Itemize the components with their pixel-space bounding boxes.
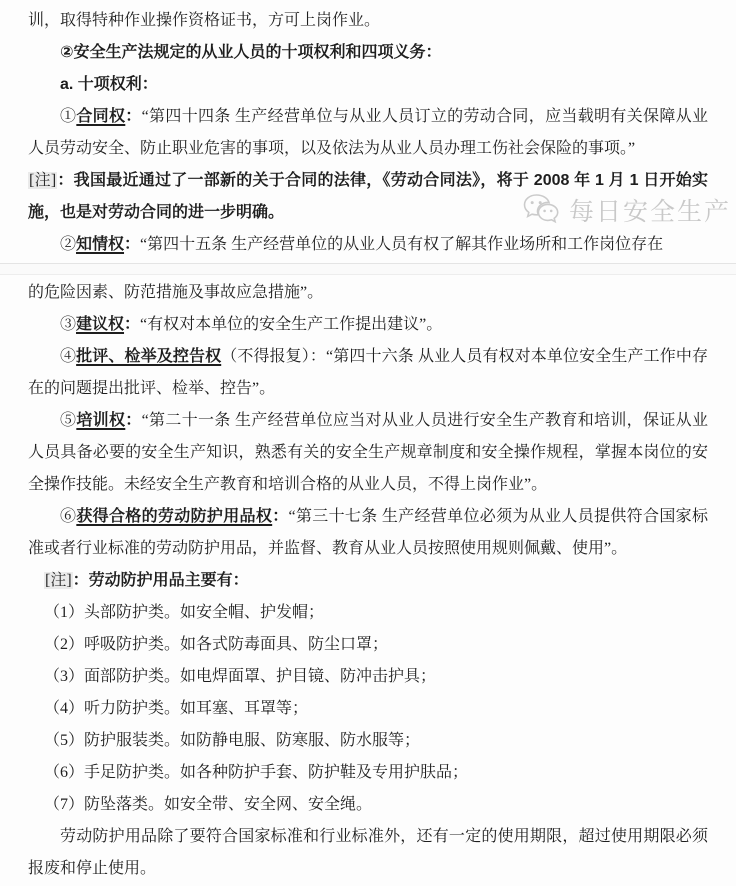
text-run: “第四十五条 生产经营单位的从业人员有权了解其作业场所和工作岗位存在	[140, 236, 664, 253]
text-run: ：	[124, 316, 141, 333]
text-run: [注]	[29, 172, 57, 189]
paragraph	[28, 821, 708, 885]
text-run: ：	[124, 236, 141, 253]
text-run: 获得合格的劳动防护用品权	[76, 508, 273, 525]
text-run: ①	[60, 108, 77, 125]
paragraph	[28, 565, 708, 597]
paragraph	[28, 165, 708, 229]
paragraph	[28, 501, 708, 565]
text-run: ：	[125, 412, 142, 429]
text-run: “第四十四条 生产经营单位与从业人员订立的劳动合同，应当载明有关保障从业人员劳动安全、防止职业危害的事项，以及依法为从业人员办理工伤社会保险的事项。”	[28, 108, 708, 157]
paragraph	[28, 101, 708, 165]
text-run: （4）听力防护类。如耳塞、耳罩等；	[44, 700, 309, 717]
text-run: [注]	[45, 572, 72, 589]
text-run: 训，取得特种作业操作资格证书，方可上岗作业。	[28, 12, 381, 29]
paragraph	[28, 69, 708, 101]
text-run: （不得报复）：“第四十六条 从业人员有权对本单位安全生产工作中存在的问题提出批评、检举、控告”。	[28, 348, 708, 397]
text-run: “第三十七条 生产经营单位必须为从业人员提供符合国家标准或者行业标准的劳动防护用品，并监督、教育从业人员按照使用规则佩戴、使用”。	[28, 508, 708, 557]
text-run: a. 十项权利：	[60, 76, 158, 93]
text-run: 建议权	[76, 316, 125, 333]
text-run: ：	[125, 108, 142, 125]
text-run: ②安全生产法规定的从业人员的十项权利和四项义务：	[60, 44, 442, 61]
paragraph	[28, 341, 708, 405]
text-run: （1）头部防护类。如安全帽、护发帽；	[44, 604, 325, 621]
text-run: 知情权	[76, 236, 125, 253]
paragraph	[28, 661, 708, 693]
text-run: （5）防护服装类。如防静电服、防寒服、防水服等；	[44, 732, 421, 749]
paragraph	[28, 693, 708, 725]
text-run: ：	[272, 508, 289, 525]
text-run: （6）手足防护类。如各种防护手套、防护鞋及专用护肤品；	[44, 764, 469, 781]
text-run: 劳动防护用品除了要符合国家标准和行业标准外，还有一定的使用期限，超过使用期限必须报废和停止使用。	[28, 828, 708, 877]
paragraph	[28, 597, 708, 629]
paragraph	[28, 725, 708, 757]
paragraph	[28, 629, 708, 661]
text-run: 培训权	[76, 412, 126, 429]
paragraph	[28, 277, 708, 309]
text-run: “第二十一条 生产经营单位应当对从业人员进行安全生产教育和培训，保证从业人员具备必要的安全生产知识，熟悉有关的安全生产规章制度和安全操作规程，掌握本岗位的安全操作技能。未经安全生产教育和培训合格的从业人员，不得上岗作业”。	[28, 412, 708, 493]
text-run: （3）面部防护类。如电焊面罩、护目镜、防冲击护具；	[44, 668, 437, 685]
paragraph	[28, 757, 708, 789]
text-run: ：我国最近通过了一部新的关于合同的法律，《劳动合同法》，将于 2008 年 1 月 1 日开始实施，也是对劳动合同的进一步明确。	[28, 172, 708, 221]
page-scan-seam	[0, 263, 736, 275]
text-run: ③	[60, 316, 77, 333]
text-run: 合同权	[76, 108, 126, 125]
text-run: ⑤	[60, 412, 77, 429]
text-run: ⑥	[60, 508, 77, 525]
text-run: ④	[60, 348, 77, 365]
text-run: （7）防坠落类。如安全带、安全网、安全绳。	[44, 796, 373, 813]
watermark-text: 每日安全生产	[568, 198, 731, 226]
paragraph	[28, 789, 708, 821]
text-run: 批评、检举及控告权	[76, 348, 222, 365]
paragraph	[28, 405, 708, 501]
paragraph	[28, 229, 708, 261]
text-run: “有权对本单位的安全生产工作提出建议”。	[140, 316, 443, 333]
text-run: 的危险因素、防范措施及事故应急措施”。	[28, 284, 324, 301]
text-run: ②	[60, 236, 77, 253]
paragraph	[28, 37, 708, 69]
text-run: ：劳动防护用品主要有：	[72, 572, 249, 589]
paragraph	[28, 309, 708, 341]
text-run: （2）呼吸防护类。如各式防毒面具、防尘口罩；	[44, 636, 389, 653]
paragraph	[28, 5, 708, 37]
